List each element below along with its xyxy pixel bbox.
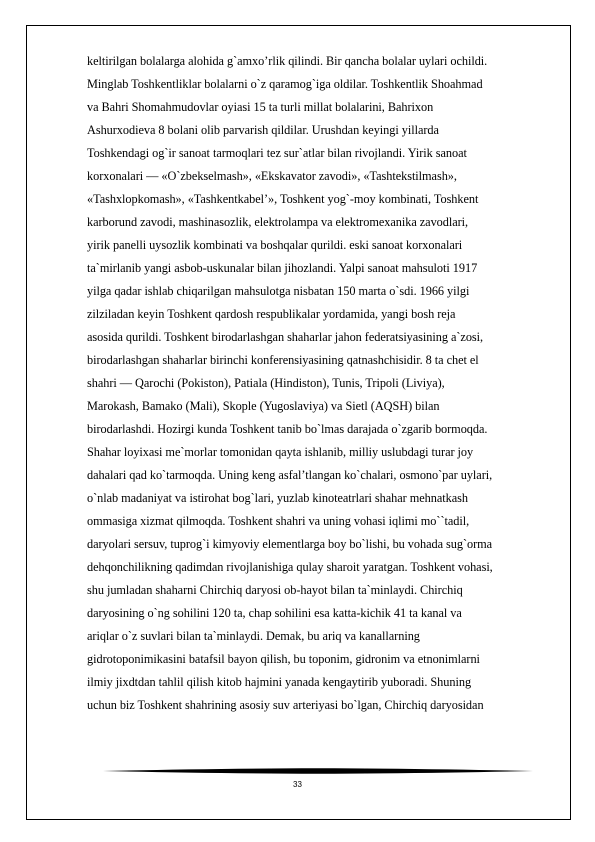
text-line: o`nlab madaniyat va istirohat bog`lari, yuzlab kinoteatrlari shahar mehnatkash	[87, 491, 468, 505]
text-line: ariqlar o`z suvlari bilan ta`minlaydi. Demak, bu ariq va kanallarning	[87, 629, 420, 643]
text-line: uchun biz Toshkent shahrining asosiy suv arteriyasi bo`lgan, Chirchiq daryosidan	[87, 698, 484, 712]
text-line: va Bahri Shomahmudovlar oyiasi 15 ta turli millat bolalarini, Bahrixon	[87, 100, 434, 114]
page-number: 33	[293, 780, 302, 789]
text-line: dehqonchilikning qadimdan rivojlanishiga qulay sharoit yaratgan. Toshkent vohasi,	[87, 560, 493, 574]
text-line: karborund zavodi, mashinasozlik, elektrolampa va elektromexanika zavodlari,	[87, 215, 469, 229]
text-line: birodarlashgan shaharlar birinchi konferensiyasining qatnashchisidir. 8 ta chet el	[87, 353, 479, 367]
text-line: asosida qurildi. Toshkent birodarlashgan shaharlar jahon federatsiyasining a`zosi,	[87, 330, 484, 344]
text-line: zilziladan keyin Toshkent qardosh respublikalar yordamida, yangi bosh reja	[87, 307, 456, 321]
text-line: ta`mirlanib yangi asbob-uskunalar bilan jihozlandi. Yalpi sanoat mahsuloti 1917	[87, 261, 478, 275]
text-line: gidrotoponimikasini batafsil bayon qilish, bu toponim, gidronim va etnonimlarni	[87, 652, 480, 666]
text-line: «Tashxlopkomash», «Tashkentkabel’», Toshkent yog`-moy kombinati, Toshkent	[87, 192, 479, 206]
text-line: Shahar loyixasi me`morlar tomonidan qayta ishlanib, milliy uslubdagi turar joy	[87, 445, 474, 459]
text-line: daryolari sersuv, tuprog`i kimyoviy elementlarga boy bo`lishi, bu vohada sug`orma	[87, 537, 493, 551]
text-line: yilga qadar ishlab chiqarilgan mahsulotga nisbatan 150 marta o`sdi. 1966 yilgi	[87, 284, 470, 298]
body-text	[87, 50, 557, 717]
text-line: ilmiy jixdtdan tahlil qilish kitob hajmini yanada kengaytirib yuboradi. Shuning	[87, 675, 472, 689]
text-line: dahalari qad ko`tarmoqda. Uning keng asfal’tlangan ko`chalari, osmono`par uylari,	[87, 468, 493, 482]
text-line: shu jumladan shaharni Chirchiq daryosi ob-hayot bilan ta`minlaydi. Chirchiq	[87, 583, 463, 597]
text-line: birodarlashdi. Hozirgi kunda Toshkent tanib bo`lmas darajada o`zgarib bormoqda.	[87, 422, 488, 436]
text-line: Ashurxodieva 8 bolani olib parvarish qildilar. Urushdan keyingi yillarda	[87, 123, 439, 137]
text-line: daryosining o`ng sohilini 120 ta, chap sohilini esa katta-kichik 41 ta kanal va	[87, 606, 462, 620]
text-line: Toshkendagi og`ir sanoat tarmoqlari tez sur`atlar bilan rivojlandi. Yirik sanoat	[87, 146, 467, 160]
text-line: Marokash, Bamako (Mali), Skople (Yugoslaviya) va Sietl (AQSH) bilan	[87, 399, 440, 413]
text-line: keltirilgan bolalarga alohida g`amxo’rlik qilindi. Bir qancha bolalar uylari ochildi.	[87, 54, 488, 68]
text-line: yirik panelli uysozlik kombinati va boshqalar qurildi. eski sanoat korxonalari	[87, 238, 463, 252]
footer-divider	[103, 768, 533, 774]
text-line: Minglab Toshkentliklar bolalarni o`z qaramog`iga oldilar. Toshkentlik Shoahmad	[87, 77, 483, 91]
text-line: korxonalari — «O`zbekselmash», «Ekskavator zavodi», «Tashtekstilmash»,	[87, 169, 457, 183]
text-line: ommasiga xizmat qilmoqda. Toshkent shahri va uning vohasi iqlimi mo``tadil,	[87, 514, 470, 528]
text-line: shahri — Qarochi (Pokiston), Patiala (Hindiston), Tunis, Tripoli (Liviya),	[87, 376, 445, 390]
